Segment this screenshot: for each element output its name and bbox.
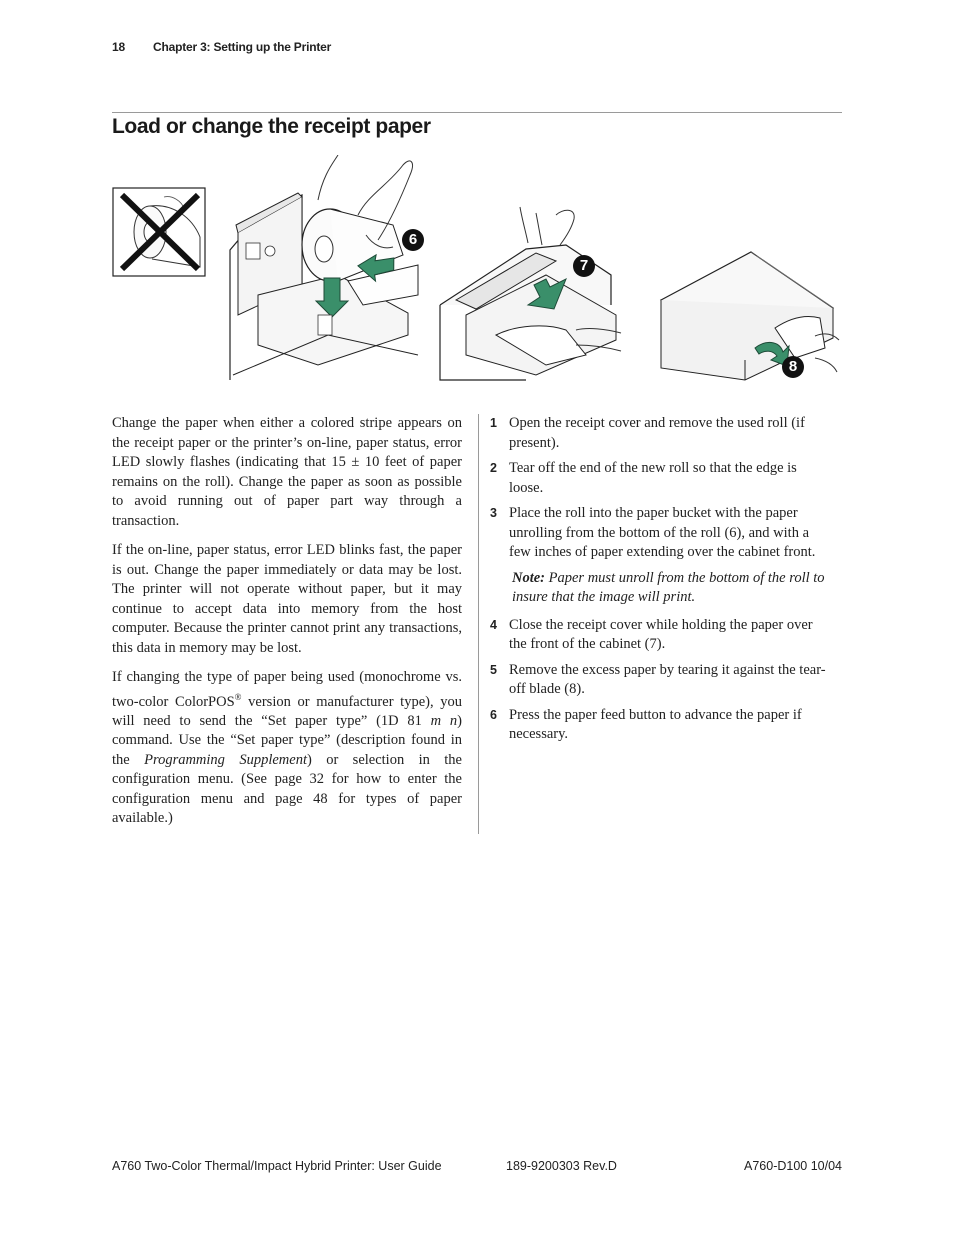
step-text: Close the receipt cover while holding the paper over the front of the cabinet (7). bbox=[509, 616, 813, 652]
step-item bbox=[490, 504, 830, 563]
header-rule bbox=[112, 112, 842, 113]
step-text: Press the paper feed button to advance the paper if necessary. bbox=[509, 706, 802, 742]
load-roll-illustration bbox=[218, 155, 430, 382]
section-title: Load or change the receipt paper bbox=[112, 115, 431, 138]
paragraph-paper-type: If changing the type of paper being used (monochrome vs. two-color ColorPOS® version or manufacturer type), you will need to send the “Set paper type” (1D 81 m n) command. Use the “Set paper type” (description found in the Programming Supplement) or selection in the configuration menu. (See page 32 for how to enter the configuration menu and page 48 for types of paper available.) bbox=[112, 669, 462, 827]
tear-paper-illustration bbox=[655, 248, 840, 382]
footer-date-code: A760-D100 10/04 bbox=[744, 1159, 842, 1173]
step-number: 5 bbox=[490, 662, 497, 677]
step-item bbox=[490, 616, 830, 655]
paragraph-paper-out: If the on-line, paper status, error LED blinks fast, the paper is out. Change the paper immediately or data may be lost. The printer will not operate without paper, but it may continue to accept data into memory from the host computer. Because the printer cannot print any transactions, this data in memory may be lost. bbox=[112, 542, 462, 656]
step-text: Tear off the end of the new roll so that the edge is loose. bbox=[509, 460, 797, 496]
paragraph-when-to-change: Change the paper when either a colored stripe appears on the receipt paper or the printer’s on-line, paper status, error LED slowly flashes (indicating that 15 ± 10 feet of paper remains on the roll). Change the paper as soon as possible to avoid running out of paper part way through a transaction. bbox=[112, 415, 462, 529]
step-item bbox=[490, 706, 830, 745]
column-divider bbox=[478, 414, 479, 834]
note-label: Note: bbox=[512, 569, 546, 586]
callout-6: 6 bbox=[402, 229, 424, 251]
callout-8: 8 bbox=[782, 356, 804, 378]
close-cover-illustration bbox=[436, 205, 626, 382]
step-text: Remove the excess paper by tearing it against the tear-off blade (8). bbox=[509, 661, 826, 697]
callout-7: 7 bbox=[573, 255, 595, 277]
book-title: Programming Supplement bbox=[144, 751, 307, 768]
footer-guide-title: A760 Two-Color Thermal/Impact Hybrid Printer: User Guide bbox=[112, 1159, 442, 1173]
wrong-orientation-illustration bbox=[112, 187, 206, 277]
page-number: 18 bbox=[112, 40, 125, 54]
running-header bbox=[112, 40, 331, 54]
step-text: Open the receipt cover and remove the used roll (if present). bbox=[509, 415, 805, 451]
chapter-title: Chapter 3: Setting up the Printer bbox=[153, 40, 332, 54]
step-number: 3 bbox=[490, 506, 497, 520]
step-number: 6 bbox=[490, 707, 497, 722]
step-item bbox=[490, 661, 830, 700]
step-number: 1 bbox=[490, 416, 497, 430]
step-number: 2 bbox=[490, 461, 497, 475]
footer-doc-number: 189-9200303 Rev.D bbox=[506, 1159, 617, 1173]
intro-text-column bbox=[112, 414, 462, 839]
procedure-steps bbox=[490, 414, 830, 751]
note-text: Paper must unroll from the bottom of the roll to insure that the image will print. bbox=[512, 569, 825, 605]
step-item bbox=[490, 414, 830, 453]
note bbox=[490, 569, 830, 608]
step-text: Place the roll into the paper bucket with the paper unrolling from the bottom of the roll (6), and with a few inches of paper extending over the cabinet front. bbox=[509, 505, 816, 560]
step-item bbox=[490, 459, 830, 498]
registered-mark: ® bbox=[234, 691, 242, 702]
step-number: 4 bbox=[490, 617, 497, 632]
